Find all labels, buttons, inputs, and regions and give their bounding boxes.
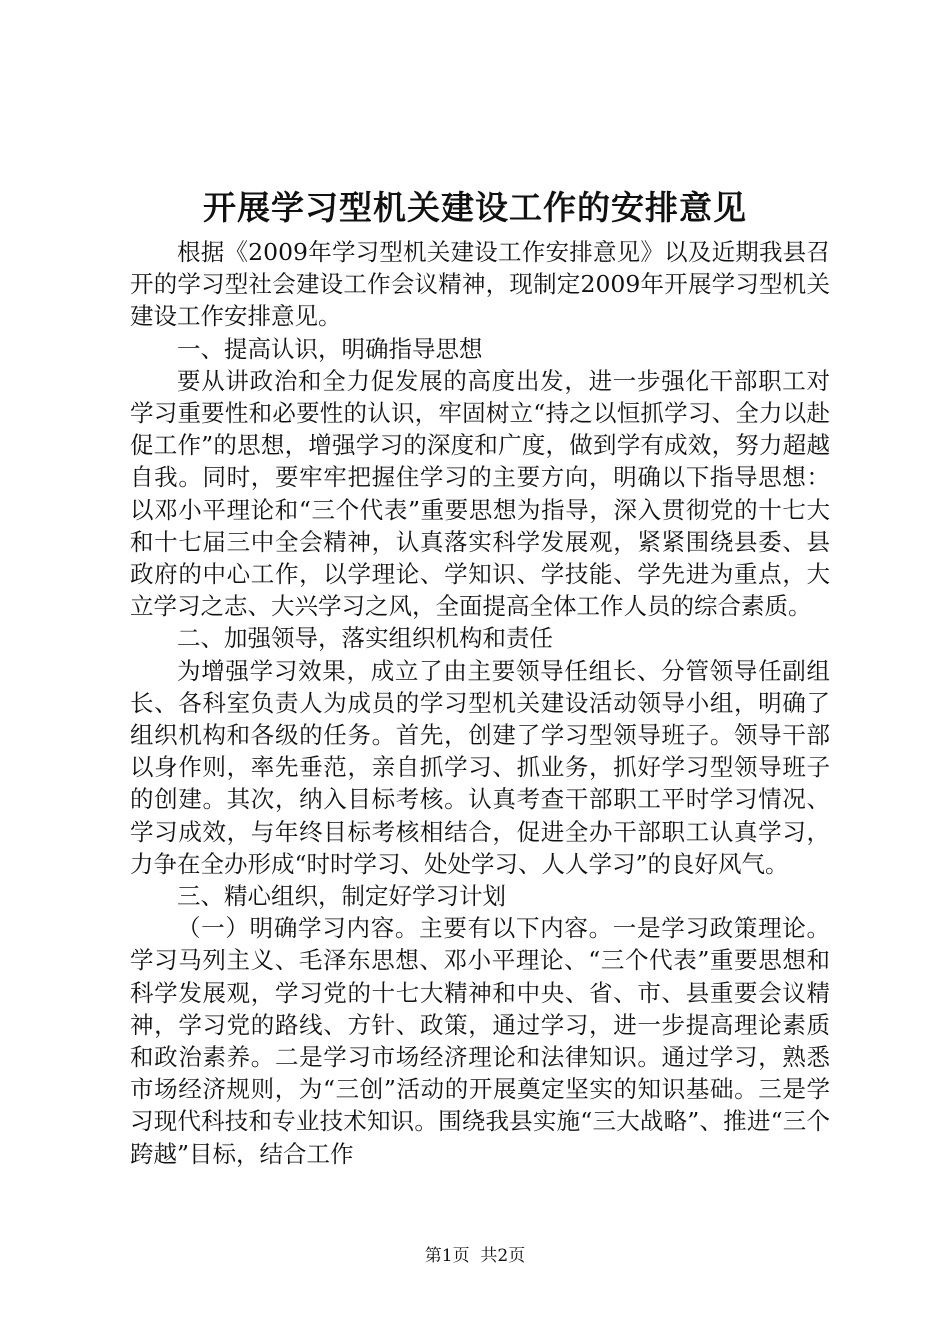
document-title: 开展学习型机关建设工作的安排意见 bbox=[203, 188, 747, 227]
section-heading-1: 一、提高认识，明确指导思想 bbox=[177, 334, 483, 363]
document-body bbox=[130, 236, 830, 1170]
paragraph-guiding-thought: 要从讲政治和全力促发展的高度出发，进一步强化干部职工对学习重要性和必要性的认识，牢固树立“持之以恒抓学习、全力以赴促工作”的思想，增强学习的深度和广度，做到学有成效，努力超越自我。同时，要牢牢把握住学习的主要方向，明确以下指导思想：以邓小平理论和“三个代表”重要思想为指导，深入贯彻党的十七大和十七届三中全会精神，认真落实科学发展观，紧紧围绕县委、县政府的中心工作，以学理论、学知识、学技能、学先进为重点，大立学习之志、大兴学习之风，全面提高全体工作人员的综合素质。 bbox=[130, 366, 830, 621]
paragraph-leadership: 为增强学习效果，成立了由主要领导任组长、分管领导任副组长、各科室负责人为成员的学习型机关建设活动领导小组，明确了组织机构和各级的任务。首先，创建了学习型领导班子。领导干部以身作则，率先垂范，亲自抓学习、抓业务，抓好学习型领导班子的创建。其次，纳入目标考核。认真考查干部职工平时学习情况、学习成效，与年终目标考核相结合，促进全办干部职工认真学习，力争在全办形成“时时学习、处处学习、人人学习”的良好风气。 bbox=[130, 656, 830, 878]
paragraph-intro: 根据《2009年学习型机关建设工作安排意见》以及近期我县召开的学习型社会建设工作会议精神，现制定2009年开展学习型机关建设工作安排意见。 bbox=[130, 238, 830, 331]
page-footer bbox=[0, 1244, 950, 1268]
section-heading-2: 二、加强领导，落实组织机构和责任 bbox=[177, 624, 553, 653]
paragraph-study-content: （一）明确学习内容。主要有以下内容。一是学习政策理论。学习马列主义、毛泽东思想、邓小平理论、“三个代表”重要思想和科学发展观，学习党的十七大精神和中央、省、市、县重要会议精神，学习党的路线、方针、政策，通过学习，进一步提高理论素质和政治素养。二是学习市场经济理论和法律知识。通过学习，熟悉市场经济规则，为“三创”活动的开展奠定坚实的知识基础。三是学习现代科技和专业技术知识。围绕我县实施“三大战略”、推进“三个跨越”目标，结合工作 bbox=[130, 914, 830, 1168]
page-number-total: 共2页 bbox=[480, 1246, 526, 1266]
section-heading-3: 三、精心组织，制定好学习计划 bbox=[177, 882, 506, 911]
footer-separator bbox=[470, 1246, 481, 1266]
page-number-current: 第1页 bbox=[424, 1246, 470, 1266]
